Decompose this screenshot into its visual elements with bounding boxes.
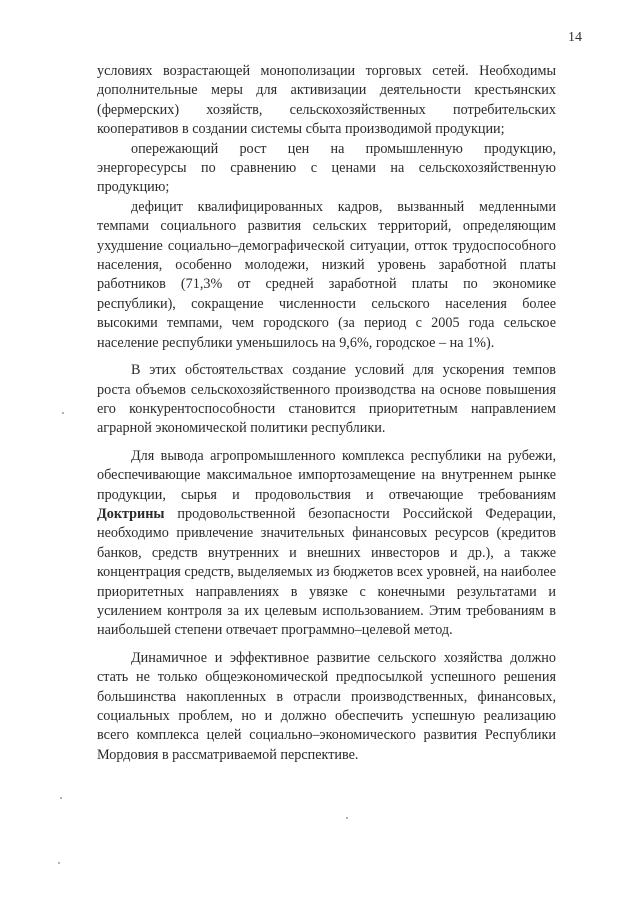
paragraph-agro-complex-end: продовольственной безопасности Российской Федерации, необходимо привлечение значительных финансовых ресурсов (кредитов банков, средств внутренних и внешних инвесторов и др.), а также концентрация средств, выделяемых из бюджетов всех уровней, на наиболее приоритетных направлениях в увязке с конечными результатами и усилением контроля за их целевым использованием. Этим требованиям в наибольшей степени отвечает программно–целевой метод. — [97, 505, 556, 639]
page-number: 14 — [568, 30, 582, 45]
scan-speck — [58, 862, 60, 864]
scan-speck — [62, 412, 64, 414]
scan-speck — [60, 797, 62, 799]
paragraph-continuation: условиях возрастающей монополизации торговых сетей. Необходимы дополнительные меры для активизации деятельности крестьянских (фермерских) хозяйств, сельскохозяйственных потребительских кооперативов в создании системы сбыта производимой продукции; — [97, 63, 556, 138]
paragraph-agro-complex — [97, 447, 556, 641]
paragraph-dynamic-development: Динамичное и эффективное развитие сельского хозяйства должно стать не только общеэкономической предпосылкой успешного решения большинства накопленных в отрасли производственных, финансовых, социальных проблем, но и должно обеспечить успешную реализацию всего комплекса целей социально–экономического развития Республики Мордовия в рассматриваемой перспективе. — [97, 649, 556, 763]
paragraph-staff-deficit: дефицит квалифицированных кадров, вызванный медленными темпами социального развития сельских территорий, определяющим ухудшение социально–демографической ситуации, отток трудоспособного населения, особенно молодежи, низкий уровень заработной платы работников (71,3% от средней заработной платы по экономике республики), сокращение численности сельского населения более высокими темпами, чем городского (за период с 2005 года сельское население республики уменьшилось на 9,6%, городское – на 1%). — [97, 198, 556, 351]
doctrine-term: Доктрины — [97, 505, 165, 522]
paragraph-conditions: В этих обстоятельствах создание условий для ускорения темпов роста объемов сельскохозяйственного производства на основе повышения его конкурентоспособности становится приоритетным направлением аграрной экономической политики республики. — [97, 362, 556, 437]
scan-speck — [346, 817, 348, 819]
paragraph-agro-complex-start: Для вывода агропромышленного комплекса республики на рубежи, обеспечивающие максимальное импортозамещение на внутреннем рынке продукции, сырья и продовольствия и отвечающие требованиям — [97, 447, 556, 503]
document-body — [97, 62, 556, 765]
paragraph-price-growth: опережающий рост цен на промышленную продукцию, энергоресурсы по сравнению с ценами на сельскохозяйственную продукцию; — [97, 140, 556, 196]
